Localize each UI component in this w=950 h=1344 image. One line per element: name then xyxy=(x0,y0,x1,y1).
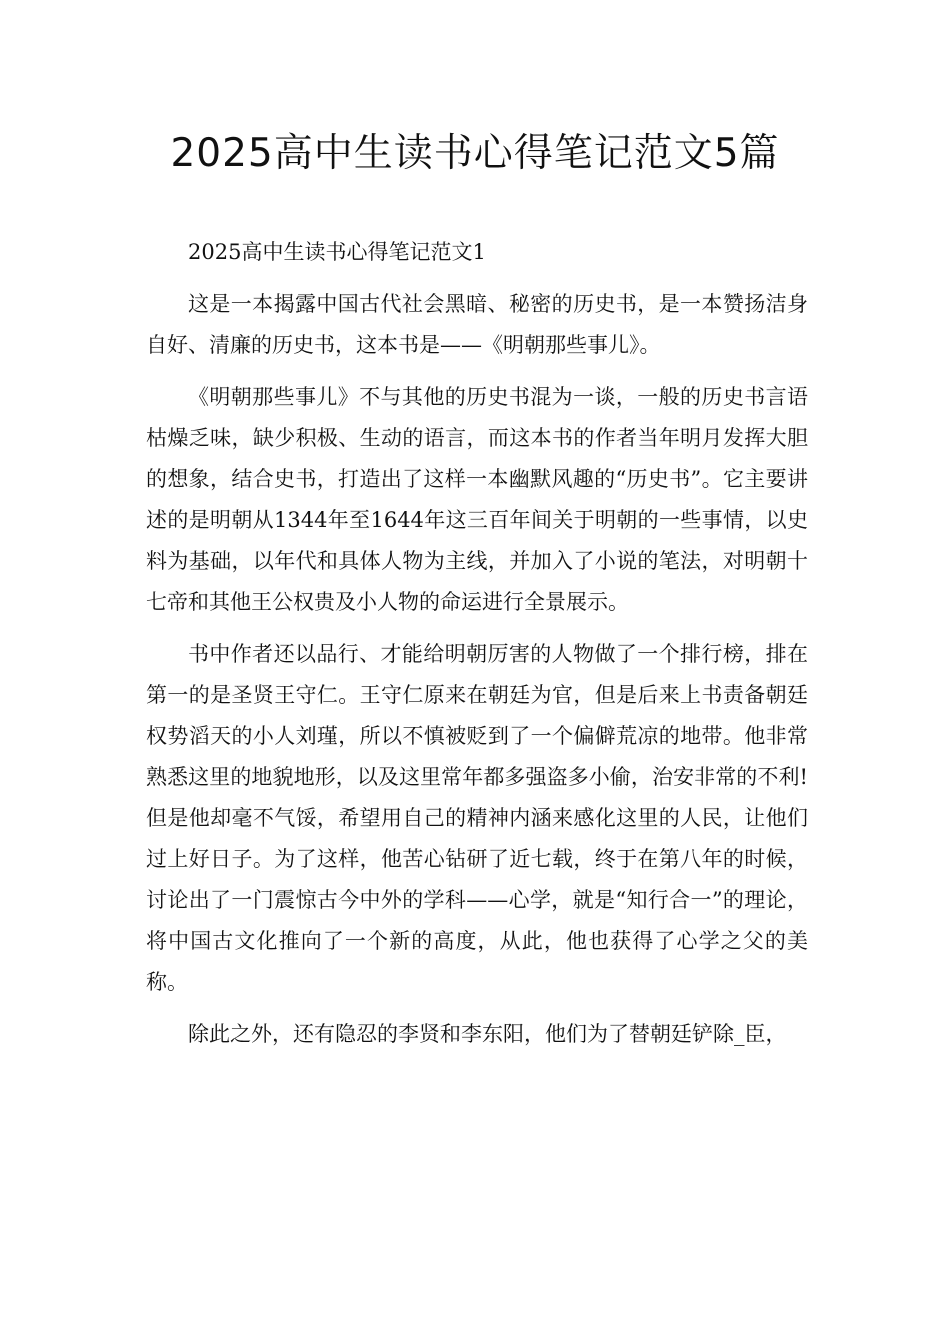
section-heading: 2025高中生读书心得笔记范文1 xyxy=(188,240,486,264)
document-body xyxy=(146,232,808,1066)
paragraph-1: 这是一本揭露中国古代社会黑暗、秘密的历史书，是一本赞扬洁身自好、清廉的历史书，这本书是——《明朝那些事儿》。 xyxy=(146,292,808,357)
paragraph-3: 书中作者还以品行、才能给明朝厉害的人物做了一个排行榜，排在第一的是圣贤王守仁。王守仁原来在朝廷为官，但是后来上书责备朝廷权势滔天的小人刘瑾，所以不慎被贬到了一个偏僻荒凉的地带。他非常熟悉这里的地貌地形，以及这里常年都多强盗多小偷，治安非常的不利!但是他却毫不气馁，希望用自己的精神内涵来感化这里的人民，让他们过上好日子。为了这样，他苦心钻研了近七载，终于在第八年的时候，讨论出了一门震惊古今中外的学科——心学，就是“知行合一”的理论，将中国古文化推向了一个新的高度，从此，他也获得了心学之父的美称。 xyxy=(146,642,808,994)
document-title: 2025高中生读书心得笔记范文5篇 xyxy=(170,131,780,176)
paragraph-2: 《明朝那些事儿》不与其他的历史书混为一谈，一般的历史书言语枯燥乏味，缺少积极、生动的语言，而这本书的作者当年明月发挥大胆的想象，结合史书，打造出了这样一本幽默风趣的“历史书”。它主要讲述的是明朝从1344年至1644年这三百年间关于明朝的一些事情，以史料为基础，以年代和具体人物为主线，并加入了小说的笔法，对明朝十七帝和其他王公权贵及小人物的命运进行全景展示。 xyxy=(146,385,808,614)
paragraph-4: 除此之外，还有隐忍的李贤和李东阳，他们为了替朝廷铲除_臣， xyxy=(188,1022,787,1046)
